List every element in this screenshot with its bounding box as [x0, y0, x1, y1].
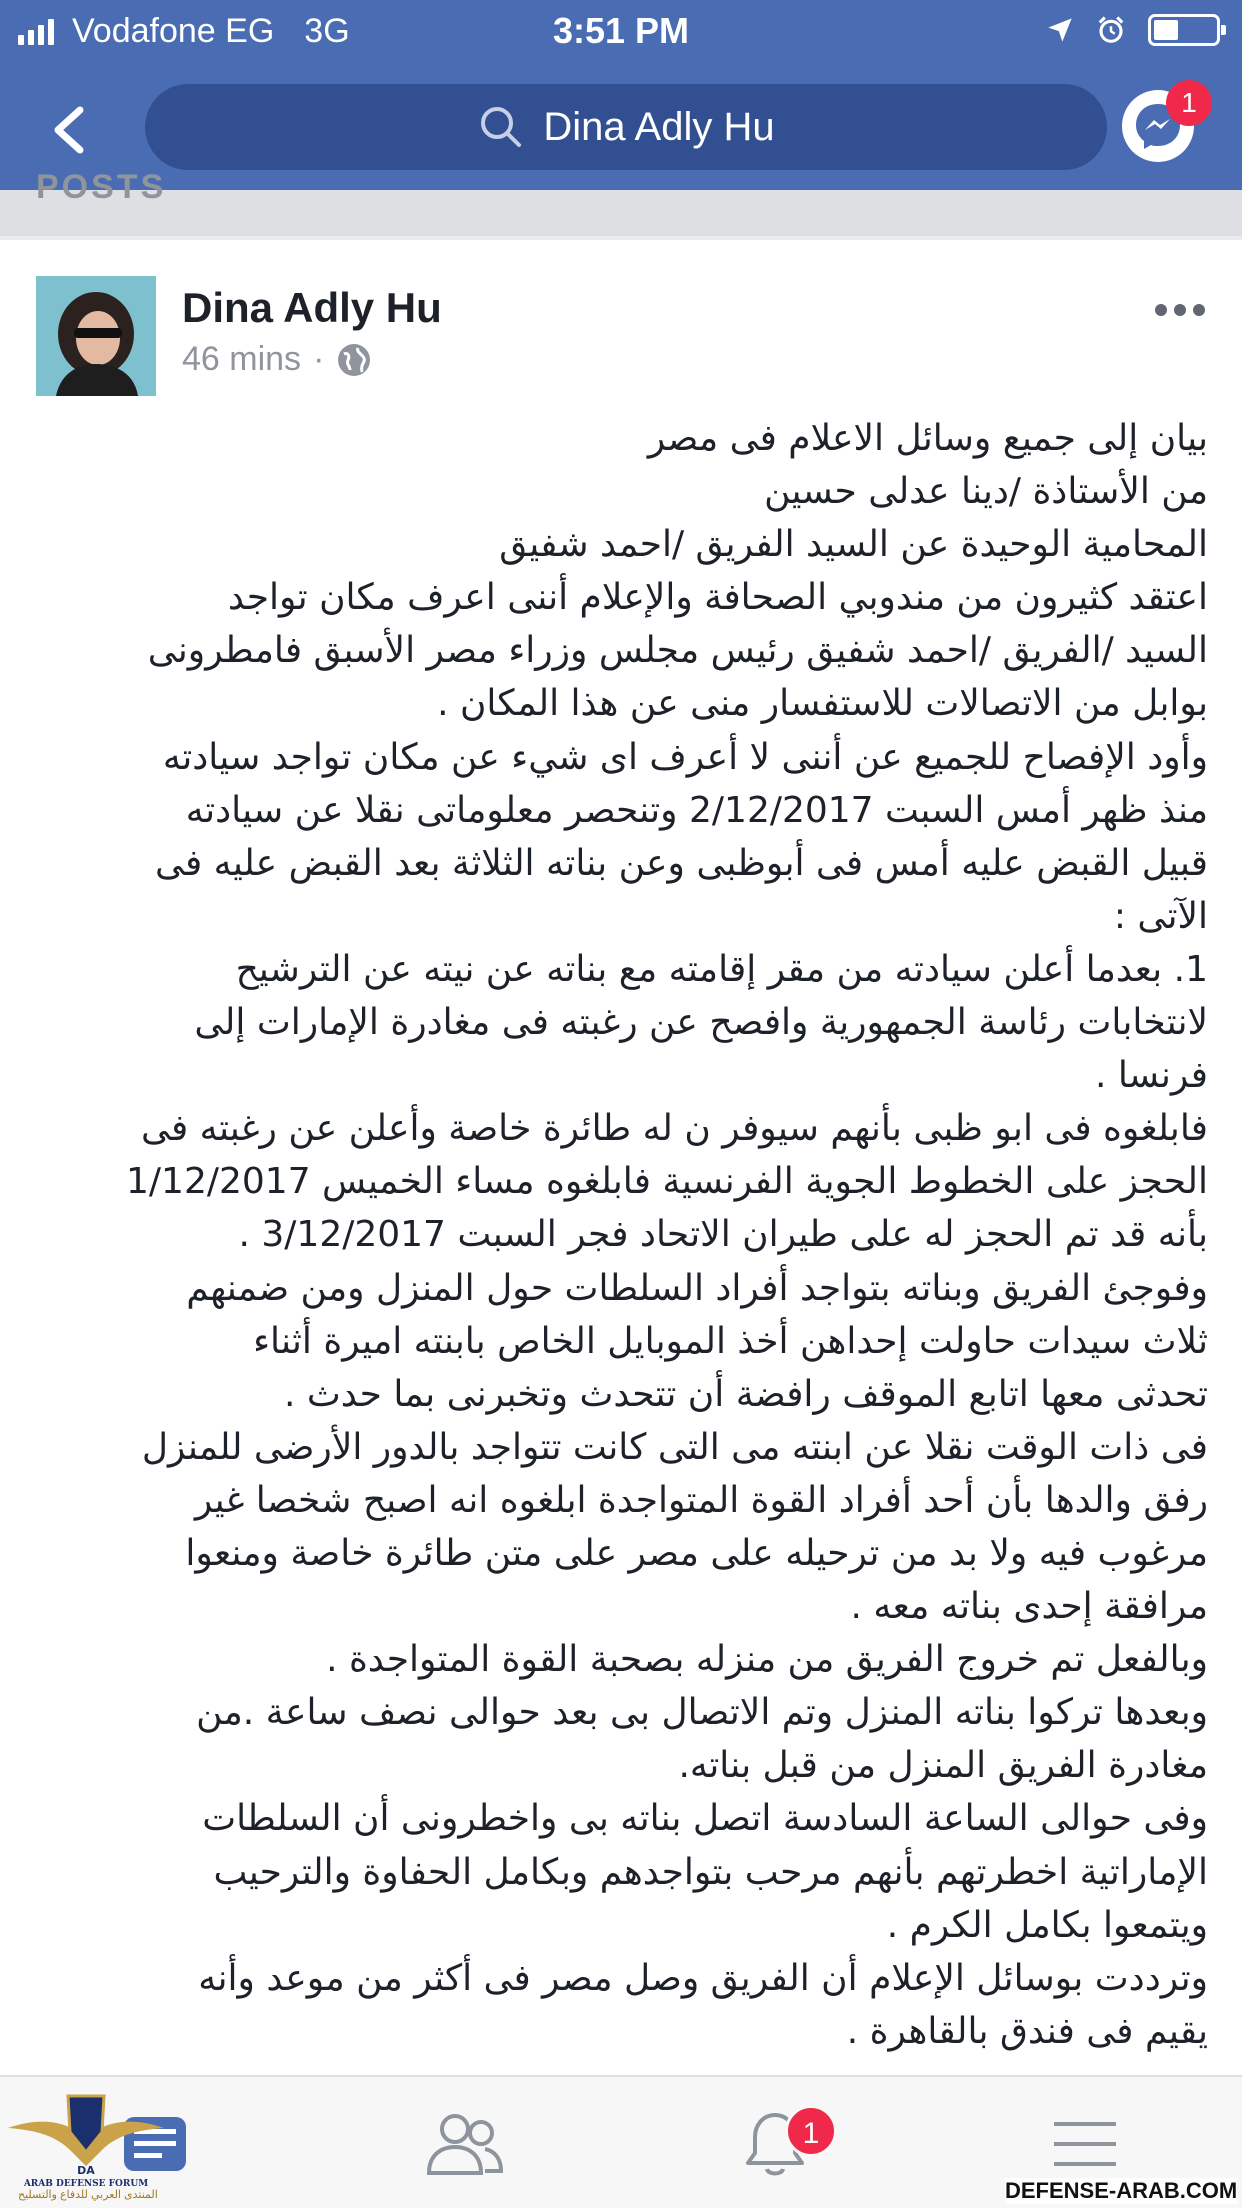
- post-author-name[interactable]: Dina Adly Hu: [182, 284, 442, 331]
- location-arrow-icon: [1046, 16, 1074, 44]
- network-type: 3G: [304, 12, 350, 50]
- post-text-line: اعتقد كثيرون من مندوبي الصحافة والإعلام أننى اعرف مكان تواجد: [227, 577, 1208, 619]
- post-text-line: فرنسا .: [1094, 1055, 1208, 1097]
- post-text-line: فابلغوه فى ابو ظبى بأنهم سيوفر ن له طائرة خاصة وأعلن عن رغبته فى: [140, 1108, 1208, 1150]
- post-text-line: وبالفعل تم خروج الفريق من منزله بصحبة القوة المتواجدة .: [326, 1639, 1208, 1681]
- more-icon: [1155, 304, 1167, 316]
- post-text-line: مرغوب فيه ولا بد من ترحيله على مصر على متن طائرة خاصة ومنعوا: [185, 1532, 1208, 1574]
- post-text-line: ثلاث سيدات حاولت إحداهن أخذ الموبايل الخاص بابنته اميرة أثناء: [253, 1320, 1208, 1362]
- watermark-url: DEFENSE-ARAB.COM: [1005, 2178, 1238, 2203]
- post-text-line: يقيم فى فندق بالقاهرة .: [846, 2010, 1208, 2052]
- app-header: [0, 0, 1242, 190]
- back-button[interactable]: [42, 98, 98, 162]
- post-text-line: وأود الإفصاح للجميع عن أننى لا أعرف اى شيء عن مكان تواجد سيادته: [162, 736, 1208, 778]
- alarm-clock-icon: [1096, 15, 1126, 45]
- search-bar[interactable]: [145, 84, 1107, 170]
- search-icon: [477, 103, 525, 151]
- posts-section-label: POSTS: [36, 168, 167, 206]
- post-text-line: وبعدها تركوا بناته المنزل وتم الاتصال بى بعد حوالى نصف ساعة .من: [196, 1692, 1208, 1734]
- friends-icon: [425, 2111, 505, 2177]
- nav-bar: [0, 70, 1242, 190]
- post-text-line: وفوجئ الفريق وبناته بتواجد أفراد السلطات حول المنزل ومن ضمنهم: [186, 1267, 1208, 1309]
- watermark-logo: [6, 2088, 166, 2204]
- post-text-line: بيان إلى جميع وسائل الاعلام فى مصر: [647, 418, 1208, 459]
- posts-section-header: [0, 168, 1242, 236]
- post-text-line: مرافقة إحدى بناته معه .: [850, 1586, 1208, 1628]
- tab-notifications[interactable]: [620, 2077, 930, 2210]
- post-text-line: السيد /الفريق /احمد شفيق رئيس مجلس وزراء مصر الأسبق فامطرونى: [147, 630, 1208, 672]
- post-text-line: بأنه قد تم الحجز له على طيران الاتحاد فجر السبت 3/12/2017 .: [238, 1214, 1208, 1256]
- post-timestamp[interactable]: 46 mins: [182, 340, 302, 378]
- post-meta: [182, 340, 372, 379]
- watermark-caption: المنتدى العربي للدفاع والتسليح: [18, 2189, 158, 2201]
- search-query-text: Dina Adly Hu: [543, 104, 775, 149]
- post-text-line: ويتمعوا بكامل الكرم .: [886, 1904, 1208, 1946]
- post-text-line: رفق والدها بأن أحد أفراد القوة المتواجدة ابلغوه انه اصبح شخصا غير: [194, 1479, 1208, 1521]
- clock: 3:51 PM: [552, 10, 690, 51]
- avatar[interactable]: [36, 276, 156, 396]
- post-text-line: فى ذات الوقت نقلا عن ابنته مى التى كانت تتواجد بالدور الأرضى للمنزل: [141, 1426, 1208, 1468]
- battery-icon: [1148, 14, 1220, 46]
- post-text-line: وفى حوالى الساعة السادسة اتصل بناته بى واخطرونى أن السلطات: [202, 1798, 1208, 1840]
- post-text-line: مغادرة الفريق المنزل من قبل بناته.: [678, 1745, 1208, 1787]
- avatar-photo: [36, 276, 156, 396]
- globe-icon: [336, 342, 372, 378]
- post-text-line: المحامية الوحيدة عن السيد الفريق /احمد شفيق: [499, 524, 1208, 566]
- svg-text:DA: DA: [77, 2164, 95, 2177]
- tab-friends[interactable]: [310, 2077, 620, 2210]
- post-text-line: منذ ظهر أمس السبت 2/12/2017 وتنحصر معلوماتى نقلا عن سيادته: [185, 789, 1208, 831]
- post-text-line: 1. بعدما أعلن سيادته من مقر إقامته مع بناته عن نيته عن الترشيح: [235, 948, 1208, 990]
- back-chevron-icon: [42, 98, 98, 162]
- menu-icon: [1052, 2118, 1118, 2170]
- post-text-line: قبيل القبض عليه أمس فى أبوظبى وعن بناته الثلاثة بعد القبض عليه فى: [154, 842, 1208, 884]
- post-text-line: وترددت بوسائل الإعلام أن الفريق وصل مصر فى أكثر من موعد وأنه: [198, 1957, 1208, 1999]
- post-text-line: بوابل من الاتصالات للاستفسار منى عن هذا المكان .: [437, 683, 1208, 725]
- post-text-line: الحجز على الخطوط الجوية الفرنسية فابلغوه مساء الخميس 1/12/2017: [126, 1161, 1208, 1203]
- svg-text:ARAB DEFENSE FORUM: ARAB DEFENSE FORUM: [23, 2179, 149, 2189]
- post-body: [30, 412, 1208, 2058]
- more-options-button[interactable]: [1155, 304, 1205, 316]
- status-right: [1046, 14, 1220, 46]
- post-card: [0, 240, 1242, 2075]
- notifications-badge: 1: [785, 2105, 837, 2157]
- status-bar: [0, 0, 1242, 62]
- post-text-line: الإماراتية اخطرتهم بأنهم مرحب بتواجدهم وبكامل الحفاوة والترحيب: [213, 1851, 1208, 1893]
- messenger-badge: 1: [1166, 80, 1212, 126]
- post-text-line: تحدثى معها اتابع الموقف رافضة أن تتحدث وتخبرنى بما حدث .: [284, 1373, 1208, 1415]
- meta-separator: ·: [313, 340, 325, 378]
- carrier-name: Vodafone EG: [72, 12, 275, 50]
- post-text-line: الآتى :: [1113, 895, 1208, 937]
- post-text-line: لانتخابات رئاسة الجمهورية وافصح عن رغبته فى مغادرة الإمارات إلى: [194, 1002, 1208, 1044]
- post-text-line: من الأستاذة /دينا عدلى حسين: [764, 471, 1208, 513]
